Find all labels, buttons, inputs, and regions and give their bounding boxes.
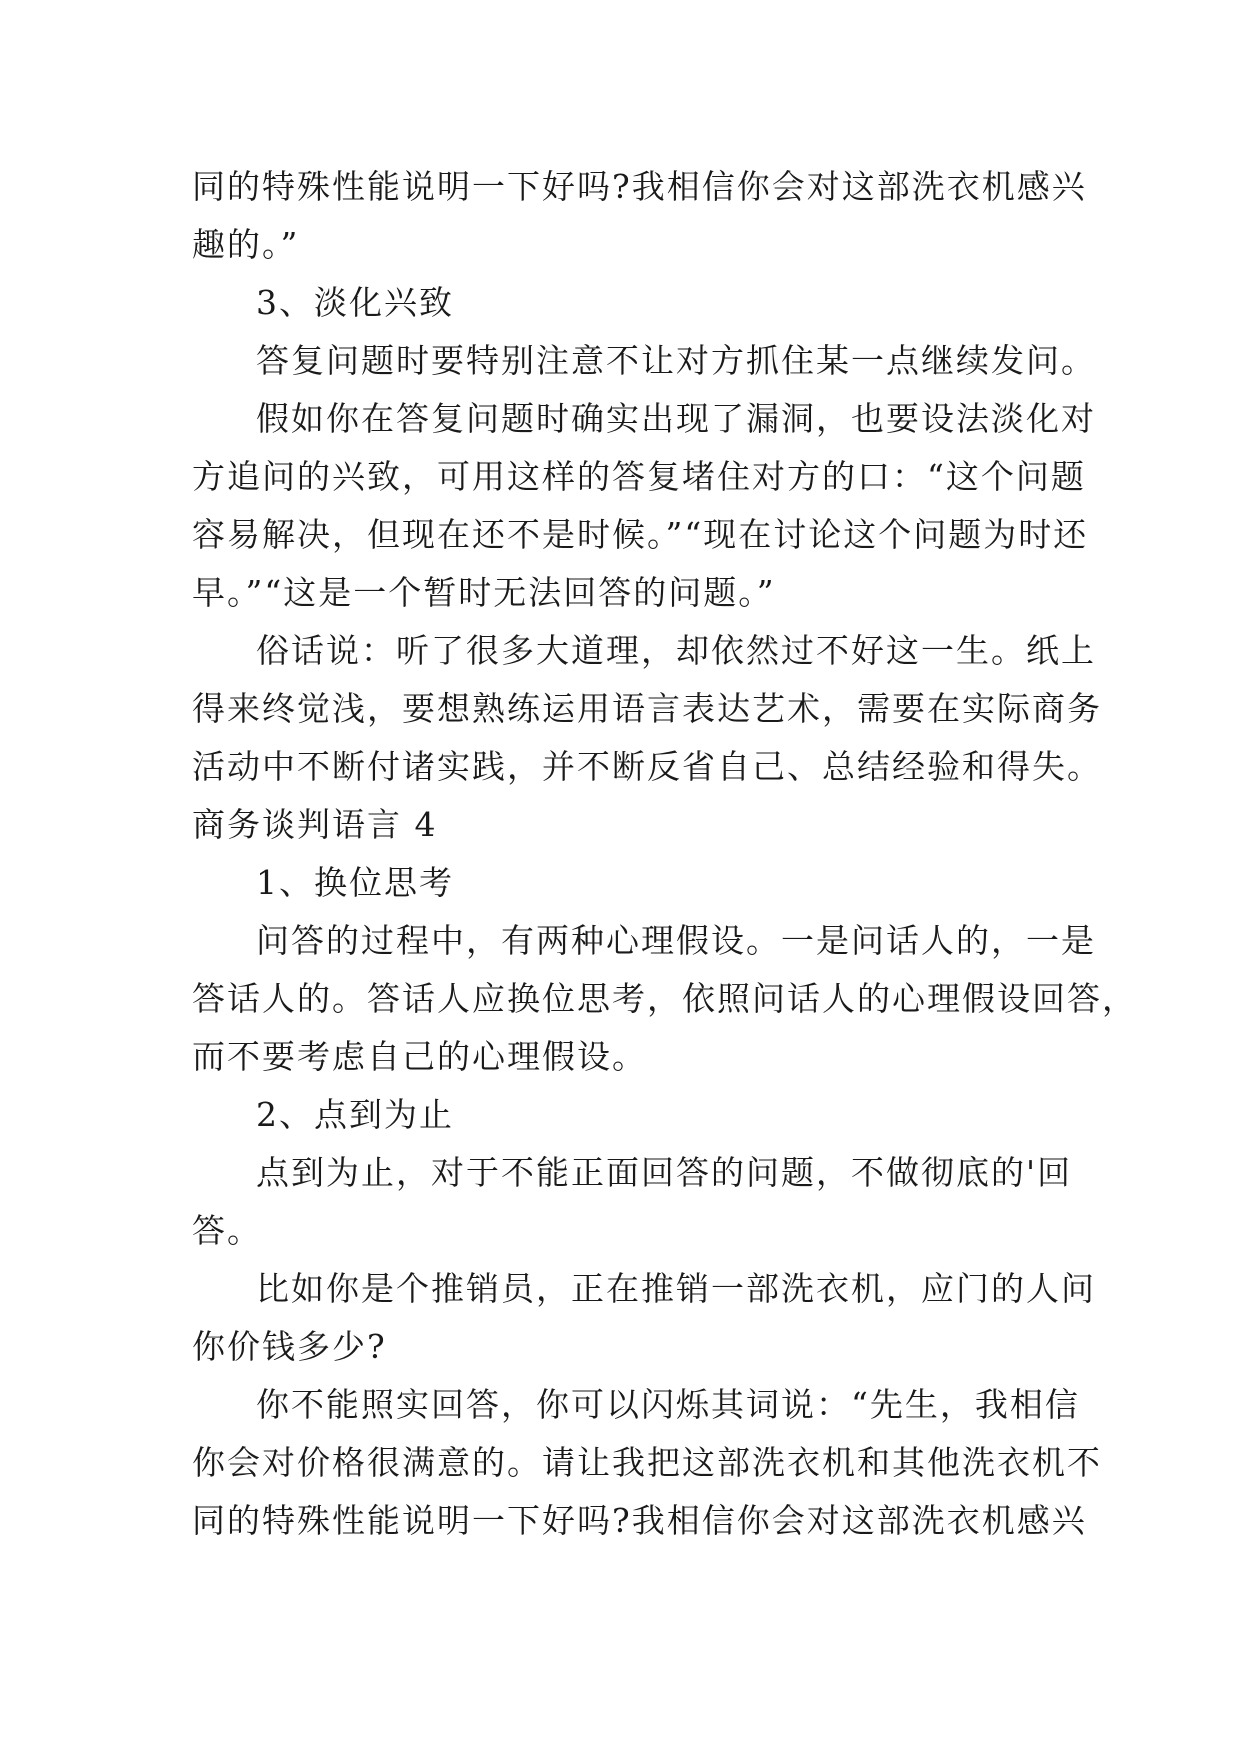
text-line: 早。”“这是一个暂时无法回答的问题。” [192, 573, 776, 612]
text-line: 答。 [192, 1211, 262, 1250]
text-line: 而不要考虑自己的心理假设。 [192, 1037, 647, 1076]
text-line: 得来终觉浅，要想熟练运用语言表达艺术，需要在实际商务 [192, 689, 1102, 728]
text-line: 答复问题时要特别注意不让对方抓住某一点继续发问。 [256, 341, 1096, 380]
text-line: 方追问的兴致，可用这样的答复堵住对方的口：“这个问题 [192, 457, 1086, 496]
text-line: 比如你是个推销员，正在推销一部洗衣机，应门的人问 [256, 1269, 1096, 1308]
text-line: 趣的。” [192, 225, 300, 264]
text-line: 俗话说：听了很多大道理，却依然过不好这一生。纸上 [256, 631, 1096, 670]
article-title: 商务谈判语言 4 [192, 805, 438, 844]
text-line: 你价钱多少? [192, 1327, 387, 1366]
section-heading: 2、点到为止 [256, 1095, 454, 1134]
text-line: 问答的过程中，有两种心理假设。一是问话人的，一是 [256, 921, 1096, 960]
text-line: 同的特殊性能说明一下好吗?我相信你会对这部洗衣机感兴 [192, 167, 1087, 206]
text-line: 活动中不断付诸实践，并不断反省自己、总结经验和得失。 [192, 747, 1102, 786]
section-heading: 3、淡化兴致 [256, 283, 454, 322]
text-line: 你会对价格很满意的。请让我把这部洗衣机和其他洗衣机不 [192, 1443, 1102, 1482]
text-line: 点到为止，对于不能正面回答的问题，不做彻底的'回 [256, 1153, 1073, 1192]
document-page [192, 158, 1137, 1550]
text-line: 答话人的。答话人应换位思考，依照问话人的心理假设回答， [192, 979, 1137, 1018]
section-heading: 1、换位思考 [256, 863, 454, 902]
text-line: 容易解决，但现在还不是时候。”“现在讨论这个问题为时还 [192, 515, 1089, 554]
text-line: 同的特殊性能说明一下好吗?我相信你会对这部洗衣机感兴 [192, 1501, 1087, 1540]
text-line: 你不能照实回答，你可以闪烁其词说：“先生，我相信 [256, 1385, 1080, 1424]
text-line: 假如你在答复问题时确实出现了漏洞，也要设法淡化对 [256, 399, 1096, 438]
